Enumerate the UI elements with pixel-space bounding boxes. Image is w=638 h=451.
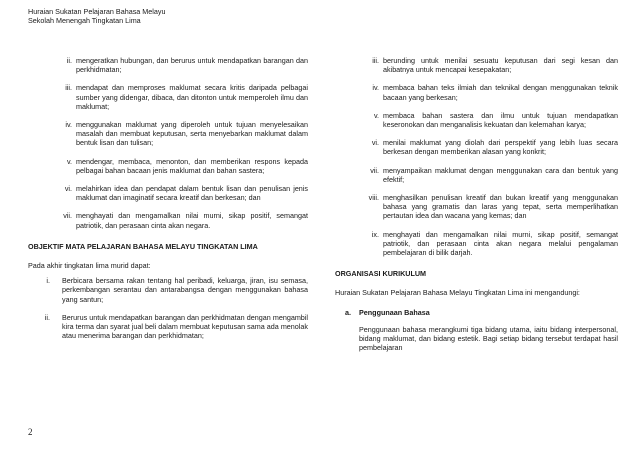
organisasi-intro: Huraian Sukatan Pelajaran Bahasa Melayu Tingkatan Lima ini mengandungi: (335, 288, 580, 298)
list-item (28, 276, 308, 304)
list-item-text: menghayati dan mengamalkan nilai murni, sikap positif, semangat patriotik, dan perasaan cinta akan negara melalui pengalaman pembelajaran di bilik darjah. (383, 229, 618, 258)
organisasi-heading: ORGANISASI KURIKULUM (335, 269, 427, 279)
header-subtitle: Sekolah Menengah Tingkatan Lima (28, 16, 141, 25)
list-item-number: ii. (66, 56, 72, 65)
list-item-number: i. (46, 276, 50, 286)
list-item (28, 211, 308, 229)
list-item-number: ix. (371, 229, 379, 239)
list-item (335, 166, 618, 184)
list-item (335, 193, 618, 221)
list-item (335, 138, 618, 156)
list-item (28, 120, 308, 148)
list-item-text: menyampaikan maklumat dengan menggunakan cara dan bentuk yang efektif; (383, 165, 618, 184)
list-item (28, 313, 308, 341)
list-item (335, 230, 618, 258)
list-item-number: viii. (368, 193, 379, 203)
list-item-text: membaca bahan teks ilmiah dan teknikal dengan menggunakan teknik bacaan yang berkesan; (383, 83, 618, 102)
left-list (28, 56, 308, 230)
list-item-number: iv. (372, 83, 379, 93)
list-item (28, 184, 308, 202)
right-list (335, 56, 618, 257)
list-item-text: membaca bahan sastera dan ilmu untuk tujuan mendapatkan keseronokan dan menganalisis kekuatan dan kelemahan karya; (383, 110, 618, 130)
header-title: Huraian Sukatan Pelajaran Bahasa Melayu (28, 7, 166, 16)
list-item-number: iv. (65, 120, 72, 130)
list-item-text: menggunakan maklumat yang diperoleh untuk tujuan menyelesaikan masalah dan membuat keputusan, serta menyebarkan maklumat dalam bentuk lisan dan tulisan; (76, 120, 308, 148)
sub-heading-number: a. (345, 307, 351, 317)
list-item (28, 157, 308, 175)
list-item-number: iii. (65, 83, 72, 93)
list-item-text: menghasilkan penulisan kreatif dan bukan kreatif yang menggunakan bahasa yang gramatis dan laras yang tepat, serta memperlihatkan pertautan idea dan wacana yang kemas; dan (383, 193, 618, 221)
list-item-number: vii. (370, 165, 379, 175)
list-item-number: vi. (371, 138, 379, 148)
list-item-number: v. (66, 156, 72, 166)
list-item (28, 83, 308, 111)
page-header (28, 7, 165, 25)
list-item (335, 111, 618, 129)
objektif-heading: OBJEKTIF MATA PELAJARAN BAHASA MELAYU TINGKATAN LIMA (28, 241, 258, 251)
list-item (335, 56, 618, 74)
right-column (335, 56, 618, 352)
list-item-text: berunding untuk menilai sesuatu keputusan dari segi kesan dan akibatnya untuk mencapai kesepakatan; (383, 56, 618, 75)
list-item-number: ii. (44, 312, 50, 322)
list-item-number: iii. (372, 56, 379, 65)
list-item-number: vi. (64, 184, 72, 194)
list-item-number: vii. (63, 211, 72, 221)
list-item-text: mendengar, membaca, menonton, dan memberikan respons kepada pelbagai bahan bacaan jenis maklumat dan bahan sastera; (76, 156, 308, 175)
list-item (28, 56, 308, 74)
sub-paragraph: Penggunaan bahasa merangkumi tiga bidang utama, iaitu bidang interpersonal, bidang maklumat, dan bidang estetik. Bagi setiap bidang tersebut terdapat hasil pembelajaran (359, 324, 618, 353)
page-number: 2 (28, 427, 33, 437)
list-item (335, 83, 618, 101)
sub-heading-text: Penggunaan Bahasa (359, 307, 430, 317)
objektif-intro: Pada akhir tingkatan lima murid dapat: (28, 261, 151, 271)
list-item-text: mendapat dan memproses maklumat secara kritis daripada pelbagai sumber yang didengar, dibaca, dan ditonton untuk memperoleh ilmu dan maklumat; (76, 83, 308, 111)
list-item-text: menghayati dan mengamalkan nilai murni, sikap positif, semangat patriotik, dan perasaan cinta akan negara. (76, 211, 308, 230)
objektif-list (28, 276, 308, 340)
list-item-number: v. (373, 110, 379, 120)
list-item-text: menilai maklumat yang diolah dari perspektif yang lebih luas secara berkesan dengan memberikan alasan yang konkrit; (383, 138, 618, 157)
list-item-text: mengeratkan hubungan, dan berurus untuk mendapatkan barangan dan perkhidmatan; (76, 56, 308, 75)
list-item-text: Berurus untuk mendapatkan barangan dan perkhidmatan dengan mengambil kira terma dan syarat jual beli dalam membuat keputusan sama ada menolak atau menerima barangan dan perkhidmatan; (62, 312, 308, 341)
sub-heading-penggunaan (335, 308, 618, 317)
list-item-text: melahirkan idea dan pendapat dalam bentuk lisan dan penulisan jenis maklumat dan imaginatif secara kreatif dan berkesan; dan (76, 184, 308, 203)
list-item-text: Berbicara bersama rakan tentang hal peribadi, keluarga, jiran, isu semasa, perkembangan serantau dan antarabangsa dengan menggunakan bahasa yang santun; (62, 276, 308, 304)
left-column (28, 56, 308, 349)
